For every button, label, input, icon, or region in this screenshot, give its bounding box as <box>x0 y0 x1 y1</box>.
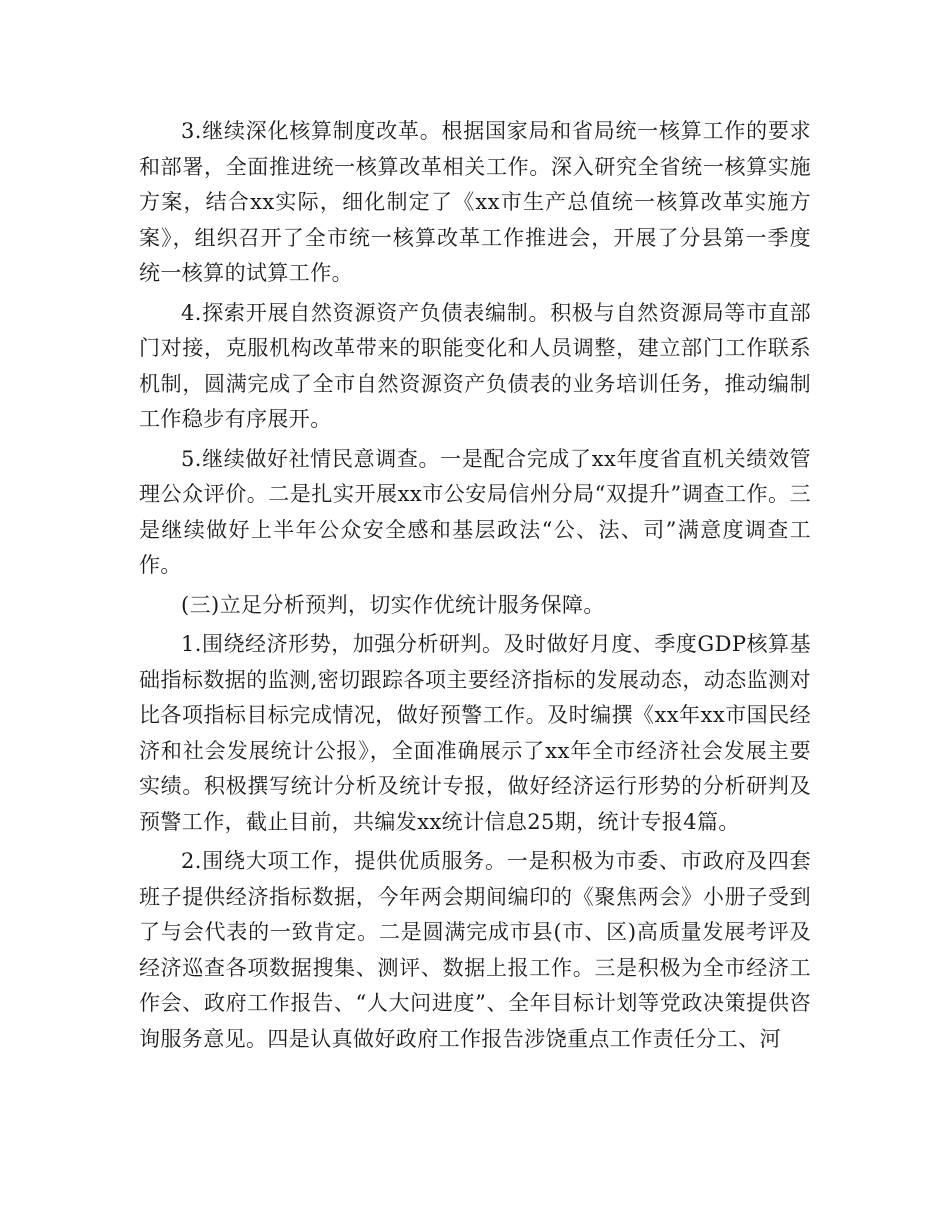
paragraph-economic-analysis: 1.围绕经济形势，加强分析研判。及时做好月度、季度GDP核算基础指标数据的监测,密切跟踪各项主要经济指标的发展动态，动态监测对比各项指标目标完成情况，做好预警工作。及时编撰《xx年xx市国民经济和社会发展统计公报》，全面准确展示了xx年全市经济社会发展主要实绩。积极撰写统计分析及统计专报，做好经济运行形势的分析研判及预警工作，截止目前，共编发xx统计信息25期，统计专报4篇。 <box>139 632 811 834</box>
document-body <box>139 114 811 1057</box>
paragraph-quality-services: 2.围绕大项工作，提供优质服务。一是积极为市委、市政府及四套班子提供经济指标数据，今年两会期间编印的《聚焦两会》小册子受到了与会代表的一致肯定。二是圆满完成市县(市、区)高质量发展考评及经济巡查各项数据搜集、测评、数据上报工作。三是积极为全市经济工作会、政府工作报告、“人大问进度”、全年目标计划等党政决策提供咨询服务意见。四是认真做好政府工作报告涉饶重点工作责任分工、河 <box>139 849 811 1051</box>
section-heading-analysis: (三)立足分析预判，切实作优统计服务保障。 <box>181 592 605 617</box>
paragraph-accounting-reform: 3.继续深化核算制度改革。根据国家局和省局统一核算工作的要求和部署，全面推进统一核算改革相关工作。深入研究全省统一核算实施方案，结合xx实际，细化制定了《xx市生产总值统一核算改革实施方案》，组织召开了全市统一核算改革工作推进会，开展了分县第一季度统一核算的试算工作。 <box>139 119 811 285</box>
paragraph-public-opinion-survey: 5.继续做好社情民意调查。一是配合完成了xx年度省直机关绩效管理公众评价。二是扎实开展xx市公安局信州分局“双提升”调查工作。三是继续做好上半年公众安全感和基层政法“公、法、司”满意度调查工作。 <box>139 446 811 577</box>
paragraph-natural-resources: 4.探索开展自然资源资产负债表编制。积极与自然资源局等市直部门对接，克服机构改革带来的职能变化和人员调整，建立部门工作联系机制，圆满完成了全市自然资源资产负债表的业务培训任务，推动编制工作稳步有序展开。 <box>139 300 811 431</box>
